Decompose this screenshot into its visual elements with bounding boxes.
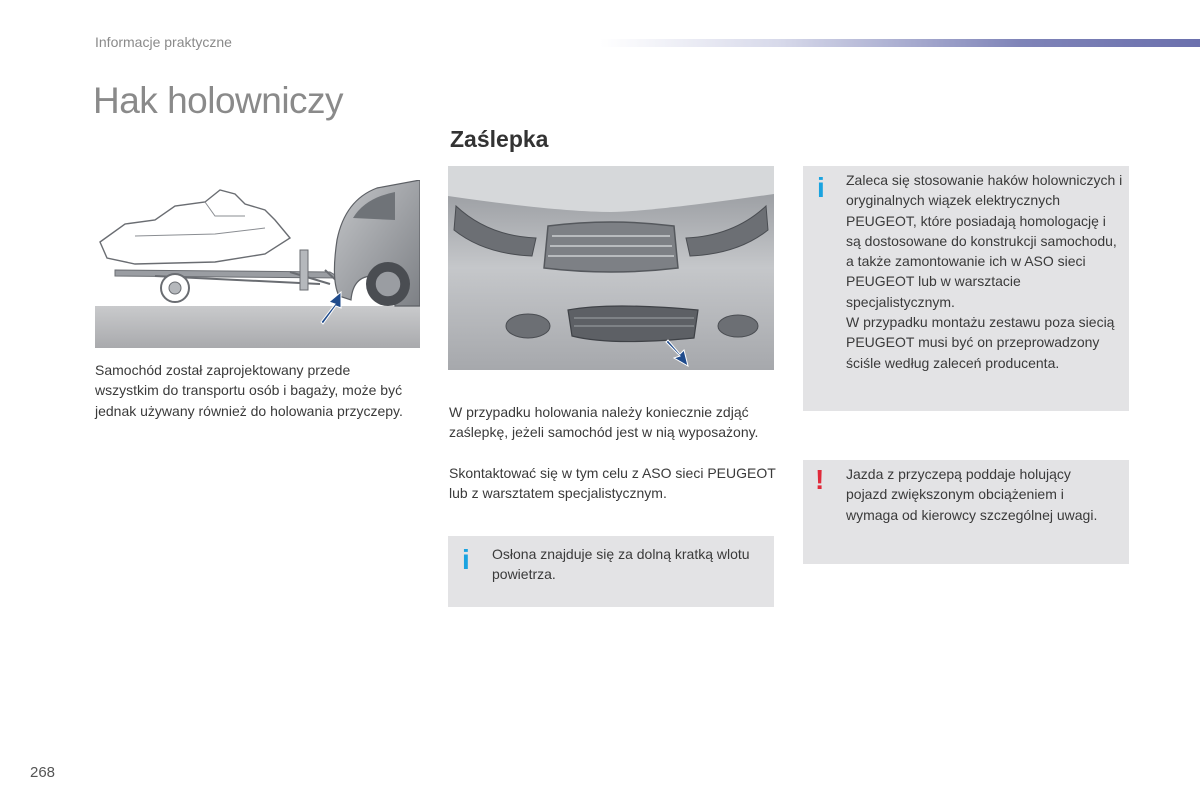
towing-illustration: [95, 180, 420, 348]
intro-paragraph: Samochód został zaprojektowany przede wszystkim do transportu osób i bagaży, może być jednak używany również do holowania przyczepy.: [95, 362, 403, 419]
towing-warning-text: Jazda z przyczepą poddaje holujący pojazd zwiększonym obciążeniem i wymaga od kierowcy szczególnej uwagi.: [846, 466, 1098, 523]
bumper-illustration: [448, 166, 774, 370]
warning-icon: !: [815, 464, 825, 495]
contact-paragraph: Skontaktować się w tym celu z ASO sieci PEUGEOT lub z warsztatem specjalistycznym.: [449, 465, 776, 502]
header-bar: [600, 39, 1200, 47]
section-subtitle: Zaślepka: [450, 126, 549, 152]
info-icon: i: [817, 172, 825, 203]
tow-hook-info-text: Zaleca się stosowanie haków holowniczych i oryginalnych wiązek elektrycznych PEUGEOT, które posiadają homologację i są dostosowane do konstrukcji samochodu, a także zamontowanie ich w ASO sieci PEUGEOT lub w warsztacie specjalistycznym.: [846, 172, 1123, 310]
tow-hook-info-note: [803, 166, 1129, 411]
page-title: Hak holowniczy: [93, 80, 344, 121]
bumper-illustration-graphic: [448, 166, 774, 370]
page-number: 268: [30, 764, 56, 781]
cover-location-note: [448, 536, 774, 607]
towing-warning-note: [803, 460, 1129, 564]
info-icon: i: [462, 544, 470, 575]
tow-hook-info-text-2: W przypadku montażu zestawu poza siecią PEUGEOT musi być on przeprowadzony ściśle według zaleceń producenta.: [846, 314, 1115, 371]
towing-paragraph: W przypadku holowania należy koniecznie zdjąć zaślepkę, jeżeli samochód jest w nią wyposażony.: [449, 404, 759, 441]
section-label: Informacje praktyczne: [95, 34, 232, 50]
cover-location-note-text: Osłona znajduje się za dolną kratką wlotu powietrza.: [492, 546, 750, 583]
towing-illustration-graphic: [95, 180, 420, 348]
